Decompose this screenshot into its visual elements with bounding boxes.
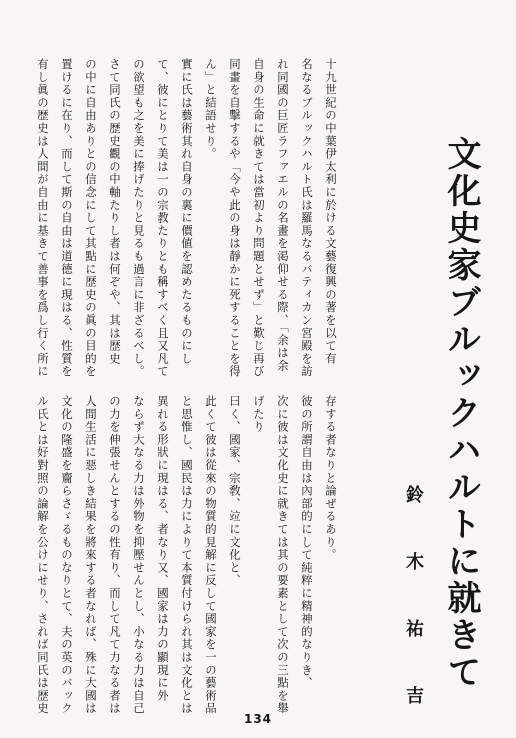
upper-text-block [24,58,336,390]
text-column: 同畫を自擊するや「今や此の身は靜かに死することを得 [228,58,242,378]
text-column: の欲望も之を美に捧げたりと見るも過言に非ざるべし。 [132,58,146,378]
text-column: ん」と結語せり。 [204,58,218,161]
text-column: ならず大なる力は外物を抑壓せんとし、小なる力は自己 [132,395,146,715]
text-column: と思惟し、國民は力によりて本質付けられ其は文化とは [180,395,194,715]
text-column: 此くて彼は從來の物質的見解に反して國家を一の藝術品 [204,395,218,715]
text-column: 置けるに在り、而して斯の自由は道德に現はる、性質を [60,58,74,378]
text-column: 實に氏は藝術其れ自身の裏に價値を認めたるものにし [180,58,194,366]
page-number: 134 [243,712,273,726]
author-name: 鈴 木 祐 吉 [403,485,424,718]
text-column: 異れる形狀に現はる、者なり又、國家は力の顯現に外 [156,395,170,703]
text-column: げたり [252,395,266,434]
text-column: 有し眞の歴史は人間が自由に基きて善事を爲し行く所に [36,58,50,378]
lower-text-block [24,395,338,715]
text-column: ル氏とは好對照の論解を公けにせり、されば同氏は歴史 [36,395,50,715]
text-column: 文化の隆盛を齎らさゞるものなりとて、夫の英のバック [60,395,74,715]
text-column: 彼の所謂自由は內部的にして純粹に精神的なりき、 [300,395,314,690]
text-column: 人間生活に惡しき結果を將來する者なれば、殊に大國は [84,395,98,715]
text-column: の中に自由ありとの信念にして其點に歴史の眞の目的を [84,58,98,378]
text-column: 名なるブルックハルト氏は羅馬なるバティカン宮殿を訪 [300,58,314,378]
text-column: 十九世紀の中葉伊太利に於ける文藝復興の著を以て有 [324,58,338,366]
text-column: 自身の生命に就きては當初より問題とせず」と歎じ再び [252,58,266,378]
text-column: 存する者なりと論ぜるあり。 [324,395,338,562]
text-column: 次に彼は文化史に就きては其の要素として次の三點を舉 [276,395,290,715]
article-title: 文化史家ブルックハルトに就きて [441,136,481,691]
text-column: 曰く、國家、宗敎、竝に文化と、 [228,395,242,587]
text-column: さて同氏の歴史觀の中軸たりし者は何ぞや、其は歴史 [108,58,122,366]
text-column: れ同國の巨匠ラファエルの名畫を渇仰せる際、「余は余 [276,58,290,373]
text-column: て、彼にとりて美は一の宗教たりとも稱すべく且又凡て [156,58,170,378]
text-column: の力を伸張せんとするの性有り、而して凡て力なる者は [108,395,122,715]
